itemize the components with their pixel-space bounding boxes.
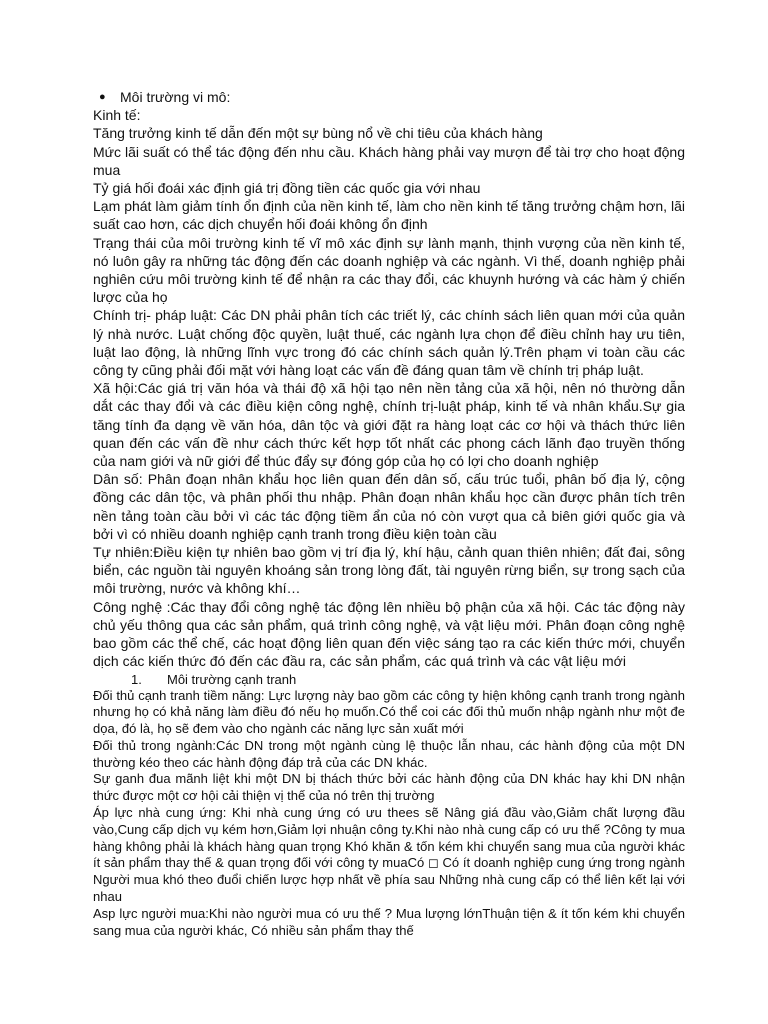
paragraph-natural: Tự nhiên:Điều kiện tự nhiên bao gồm vị trí địa lý, khí hậu, cảnh quan thiên nhiên; đất đai, sông biển, các nguồn tài nguyên khoáng sản trong lòng đất, tài nguyên rừng biển, sự trong sạch của môi trường, nước và không khí… xyxy=(93,544,685,597)
bullet-marker: ● xyxy=(99,91,106,103)
paragraph-interest-rate: Mức lãi suất có thể tác động đến nhu cầu. Khách hàng phải vay mượn để tài trợ cho hoạt động mua xyxy=(93,143,685,178)
paragraph-industry-competitors: Đối thủ trong ngành:Các DN trong một ngành cùng lệ thuộc lẫn nhau, các hành động của một DN thường kéo theo các hành động đáp trả của các DN khác. xyxy=(93,737,685,770)
paragraph-economic-growth: Tăng trưởng kinh tế dẫn đến một sự bùng nổ về chi tiêu của khách hàng xyxy=(93,125,543,142)
bullet-heading-text: Môi trường vi mô: xyxy=(120,89,231,105)
paragraph-macro-state: Trạng thái của môi trường kinh tế vĩ mô xác định sự lành mạnh, thịnh vượng của nền kinh tế, nó luôn gây ra những tác động đến các doanh nghiệp và các ngành. Vì thế, doanh nghiệp phải nghiên cứu môi trường kinh tế để nhận ra các thay đổi, các khuynh hướng và các hàm ý chiến lược của họ xyxy=(93,234,685,306)
paragraph-potential-competitors: Đối thủ cạnh tranh tiềm năng: Lực lượng này bao gồm các công ty hiện không cạnh tranh trong ngành nhưng họ có khả năng làm điều đó nếu họ muốn.Có thể coi các đối thủ muốn nhập ngành như một đe dọa, đó là, họ sẽ đem vào cho ngành các năng lực sản xuất mới xyxy=(93,687,685,737)
paragraph-social: Xã hội:Các giá trị văn hóa và thái độ xã hội tạo nên nền tảng của xã hội, nên nó thường dẫn dắt các thay đổi và các điều kiện công nghệ, chính trị-luật pháp, kinh tế và nhân khẩu.Sự gia tăng tính đa dạng về văn hóa, dân tộc và giới đặt ra hàng loạt các cơ hội và thách thức liên quan đến các vấn đề như cách thức kết hợp tốt nhất các phong cách lãnh đạo truyền thống của nam giới và nữ giới để thúc đẩy sự đóng góp của họ có lợi cho doanh nghiệp xyxy=(93,380,685,470)
paragraph-political-legal: Chính trị- pháp luật: Các DN phải phân tích các triết lý, các chính sách liên quan mới của quản lý nhà nước. Luật chống độc quyền, luật thuế, các ngành lựa chọn để điều chỉnh hay ưu tiên, luật lao động, là những lĩnh vực trong đó các chính sách quản lý.Trên phạm vi toàn cầu các công ty cũng phải đối mặt với hàng loạt các vấn đề đáng quan tâm về chính trị pháp luật. xyxy=(93,307,685,379)
paragraph-inflation: Lạm phát làm giảm tính ổn định của nền kinh tế, làm cho nền kinh tế tăng trưởng chậm hơn, lãi suất cao hơn, các dịch chuyển hối đoái không ổn định xyxy=(93,198,685,233)
paragraph-technology: Công nghệ :Các thay đổi công nghệ tác động lên nhiều bộ phận của xã hội. Các tác động này chủ yếu thông qua các sản phẩm, quá trình công nghệ, và vật liệu mới. Phân đoạn công nghệ bao gồm các thể chế, các hoạt động liên quan đến việc sáng tạo ra các kiến thức mới, chuyển dịch các kiến thức đó đến các đầu ra, các sản phẩm, các quá trình và các vật liệu mới xyxy=(93,598,685,670)
numbered-marker: 1. xyxy=(131,671,142,687)
numbered-heading xyxy=(93,671,685,688)
paragraph-demographic: Dân số: Phân đoạn nhân khẩu học liên quan đến dân số, cấu trúc tuổi, phân bố địa lý, cộng đồng các dân tộc, và phân phối thu nhập. Phân đoạn nhân khẩu học cần được phân tích trên nền tảng toàn cầu bởi vì các tác động tiềm ẩn của nó còn vượt qua cả biên giới quốc gia và bởi vì có nhiều doanh nghiệp cạnh tranh trong điều kiện toàn cầu xyxy=(93,471,685,542)
paragraph-rivalry: Sự ganh đua mãnh liệt khi một DN bị thách thức bởi các hành động của DN khác hay khi DN nhận thức được một cơ hội cải thiện vị thế của nó trên thị trường xyxy=(93,771,685,804)
document-body xyxy=(93,88,685,939)
numbered-heading-text: Môi trường cạnh tranh xyxy=(167,671,297,687)
paragraph-buyer-pressure: Asp lực người mua:Khi nào người mua có ưu thế ? Mua lượng lớnThuận tiện & ít tốn kém khi chuyển sang mua của người khác, Có nhiều sản phẩm thay thế xyxy=(93,905,685,938)
paragraph-exchange-rate: Tỷ giá hối đoái xác định giá trị đồng tiền các quốc gia với nhau xyxy=(93,180,481,197)
bullet-heading xyxy=(93,88,685,106)
paragraph-kinh-te-heading: Kinh tế: xyxy=(93,107,141,124)
paragraph-supplier-pressure: Áp lực nhà cung ứng: Khi nhà cung ứng có ưu thees sẽ Nâng giá đầu vào,Giảm chất lượng đầu vào,Cung cấp dịch vụ kém hơn,Giảm lợi nhuận công ty.Khi nào nhà cung cấp có ưu thế ?Công ty mua hàng không phải là khách hàng quan trọng Khó khăn & tốn kém khi chuyển sang mua của người khác ít sản phẩm thay thế & quan trọng đối với công ty muaCó ◻ Có ít doanh nghiệp cung ứng trong ngành Người mua khó theo đuổi chiến lược hợp nhất về phía sau Những nhà cung cấp có thể liên kết lại với nhau xyxy=(93,805,685,905)
